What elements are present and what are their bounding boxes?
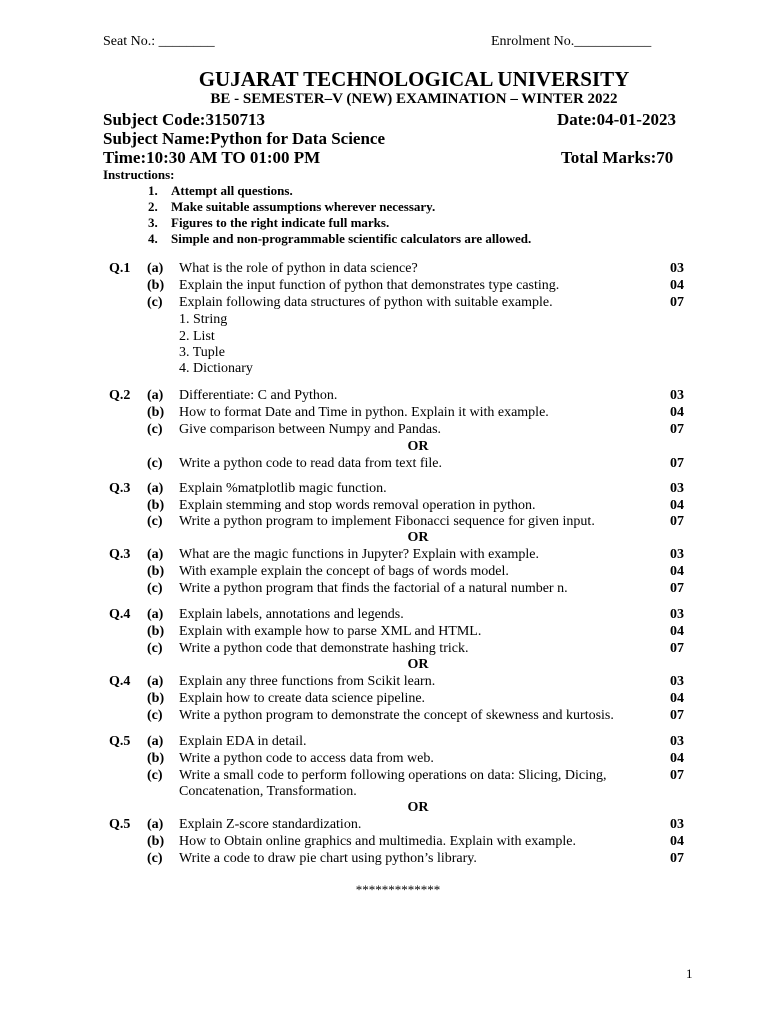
question-text: Write a python program to demonstrate the concept of skewness and kurtosis. xyxy=(179,708,614,723)
university-title: GUJARAT TECHNOLOGICAL UNIVERSITY xyxy=(198,67,630,91)
question-part: (c) xyxy=(147,422,163,437)
question-number: Q.3 xyxy=(109,547,131,562)
question-part: (c) xyxy=(147,768,163,783)
total-marks: Total Marks:70 xyxy=(561,148,674,167)
question-part: (b) xyxy=(147,278,165,293)
question-text: Explain %matplotlib magic function. xyxy=(179,481,387,496)
question-part: (b) xyxy=(147,405,165,420)
or-separator: OR xyxy=(407,439,429,454)
question-text: Write a python code to access data from web. xyxy=(179,751,434,766)
question-number: Q.4 xyxy=(109,607,131,622)
question-text: Explain how to create data science pipeline. xyxy=(179,691,426,706)
instruction-item: 3. Figures to the right indicate full marks. xyxy=(148,215,390,230)
question-text: Explain any three functions from Scikit learn. xyxy=(179,674,436,689)
question-text-continued: Concatenation, Transformation. xyxy=(179,784,357,799)
question-text: Explain following data structures of python with suitable example. xyxy=(179,295,553,310)
question-marks: 04 xyxy=(670,834,684,849)
question-text: Explain EDA in detail. xyxy=(179,734,307,749)
instructions-heading: Instructions: xyxy=(103,167,175,182)
question-part: (a) xyxy=(147,607,164,622)
question-part: (a) xyxy=(147,674,164,689)
page-number: 1 xyxy=(686,966,693,981)
question-number: Q.3 xyxy=(109,481,131,496)
question-part: (b) xyxy=(147,564,165,579)
question-part: (c) xyxy=(147,708,163,723)
question-text: Write a python program that finds the factorial of a natural number n. xyxy=(179,581,568,596)
question-marks: 03 xyxy=(670,734,684,749)
question-text: How to format Date and Time in python. Explain it with example. xyxy=(179,405,549,420)
question-marks: 04 xyxy=(670,405,684,420)
question-marks: 04 xyxy=(670,498,684,513)
or-separator: OR xyxy=(407,657,429,672)
question-part: (a) xyxy=(147,388,164,403)
question-text: Explain Z-score standardization. xyxy=(179,817,362,832)
or-separator: OR xyxy=(407,530,429,545)
question-part: (a) xyxy=(147,261,164,276)
subject-code: Subject Code:3150713 xyxy=(103,110,265,129)
question-marks: 04 xyxy=(670,278,684,293)
question-part: (c) xyxy=(147,295,163,310)
question-marks: 07 xyxy=(670,708,684,723)
question-marks: 03 xyxy=(670,481,684,496)
question-part: (b) xyxy=(147,834,165,849)
question-part: (b) xyxy=(147,691,165,706)
question-text: What is the role of python in data science? xyxy=(179,261,418,276)
seat-number-field: Seat No.: ________ xyxy=(103,34,215,49)
list-item: 2. List xyxy=(179,329,215,344)
question-part: (a) xyxy=(147,481,164,496)
question-part: (c) xyxy=(147,581,163,596)
question-part: (c) xyxy=(147,514,163,529)
question-marks: 04 xyxy=(670,691,684,706)
question-marks: 07 xyxy=(670,768,684,783)
question-part: (a) xyxy=(147,734,164,749)
question-text: Give comparison between Numpy and Pandas. xyxy=(179,422,442,437)
question-text: What are the magic functions in Jupyter? Explain with example. xyxy=(179,547,539,562)
question-marks: 04 xyxy=(670,751,684,766)
subject-name: Subject Name:Python for Data Science xyxy=(103,129,386,148)
exam-time: Time:10:30 AM TO 01:00 PM xyxy=(103,148,321,167)
question-number: Q.1 xyxy=(109,261,131,276)
question-text: Write a python program to implement Fibonacci sequence for given input. xyxy=(179,514,595,529)
question-number: Q.2 xyxy=(109,388,131,403)
question-text: Differentiate: C and Python. xyxy=(179,388,338,403)
question-marks: 03 xyxy=(670,817,684,832)
exam-title: BE - SEMESTER–V (NEW) EXAMINATION – WINTER 2022 xyxy=(210,91,618,107)
question-marks: 07 xyxy=(670,295,684,310)
question-part: (b) xyxy=(147,624,165,639)
question-part: (b) xyxy=(147,751,165,766)
question-part: (c) xyxy=(147,641,163,656)
end-of-paper-marker: ************* xyxy=(355,882,441,897)
question-marks: 03 xyxy=(670,607,684,622)
question-marks: 03 xyxy=(670,674,684,689)
question-text: Explain stemming and stop words removal operation in python. xyxy=(179,498,536,513)
question-number: Q.4 xyxy=(109,674,131,689)
question-text: Write a small code to perform following operations on data: Slicing, Dicing, xyxy=(179,768,607,783)
question-text: Explain the input function of python that demonstrates type casting. xyxy=(179,278,560,293)
question-marks: 04 xyxy=(670,624,684,639)
list-item: 4. Dictionary xyxy=(179,361,253,376)
question-text: Write a python code to read data from text file. xyxy=(179,456,442,471)
question-part: (c) xyxy=(147,851,163,866)
question-marks: 07 xyxy=(670,581,684,596)
instruction-item: 1. Attempt all questions. xyxy=(148,183,293,198)
question-marks: 03 xyxy=(670,547,684,562)
question-marks: 07 xyxy=(670,641,684,656)
question-marks: 07 xyxy=(670,514,684,529)
question-number: Q.5 xyxy=(109,817,131,832)
list-item: 1. String xyxy=(179,312,228,327)
question-number: Q.5 xyxy=(109,734,131,749)
question-marks: 07 xyxy=(670,422,684,437)
enrolment-number-field: Enrolment No.___________ xyxy=(491,34,652,49)
question-part: (a) xyxy=(147,547,164,562)
or-separator: OR xyxy=(407,800,429,815)
question-marks: 03 xyxy=(670,388,684,403)
exam-date: Date:04-01-2023 xyxy=(557,110,676,129)
question-marks: 04 xyxy=(670,564,684,579)
list-item: 3. Tuple xyxy=(179,345,225,360)
question-text: How to Obtain online graphics and multimedia. Explain with example. xyxy=(179,834,576,849)
instruction-item: 4. Simple and non-programmable scientific calculators are allowed. xyxy=(148,231,532,246)
question-text: Write a code to draw pie chart using python’s library. xyxy=(179,851,477,866)
instruction-item: 2. Make suitable assumptions wherever necessary. xyxy=(148,199,436,214)
question-text: Write a python code that demonstrate hashing trick. xyxy=(179,641,469,656)
question-text: With example explain the concept of bags of words model. xyxy=(179,564,509,579)
question-marks: 07 xyxy=(670,851,684,866)
question-part: (c) xyxy=(147,456,163,471)
question-part: (b) xyxy=(147,498,165,513)
question-part: (a) xyxy=(147,817,164,832)
question-marks: 03 xyxy=(670,261,684,276)
question-text: Explain labels, annotations and legends. xyxy=(179,607,404,622)
question-marks: 07 xyxy=(670,456,684,471)
question-text: Explain with example how to parse XML and HTML. xyxy=(179,624,482,639)
